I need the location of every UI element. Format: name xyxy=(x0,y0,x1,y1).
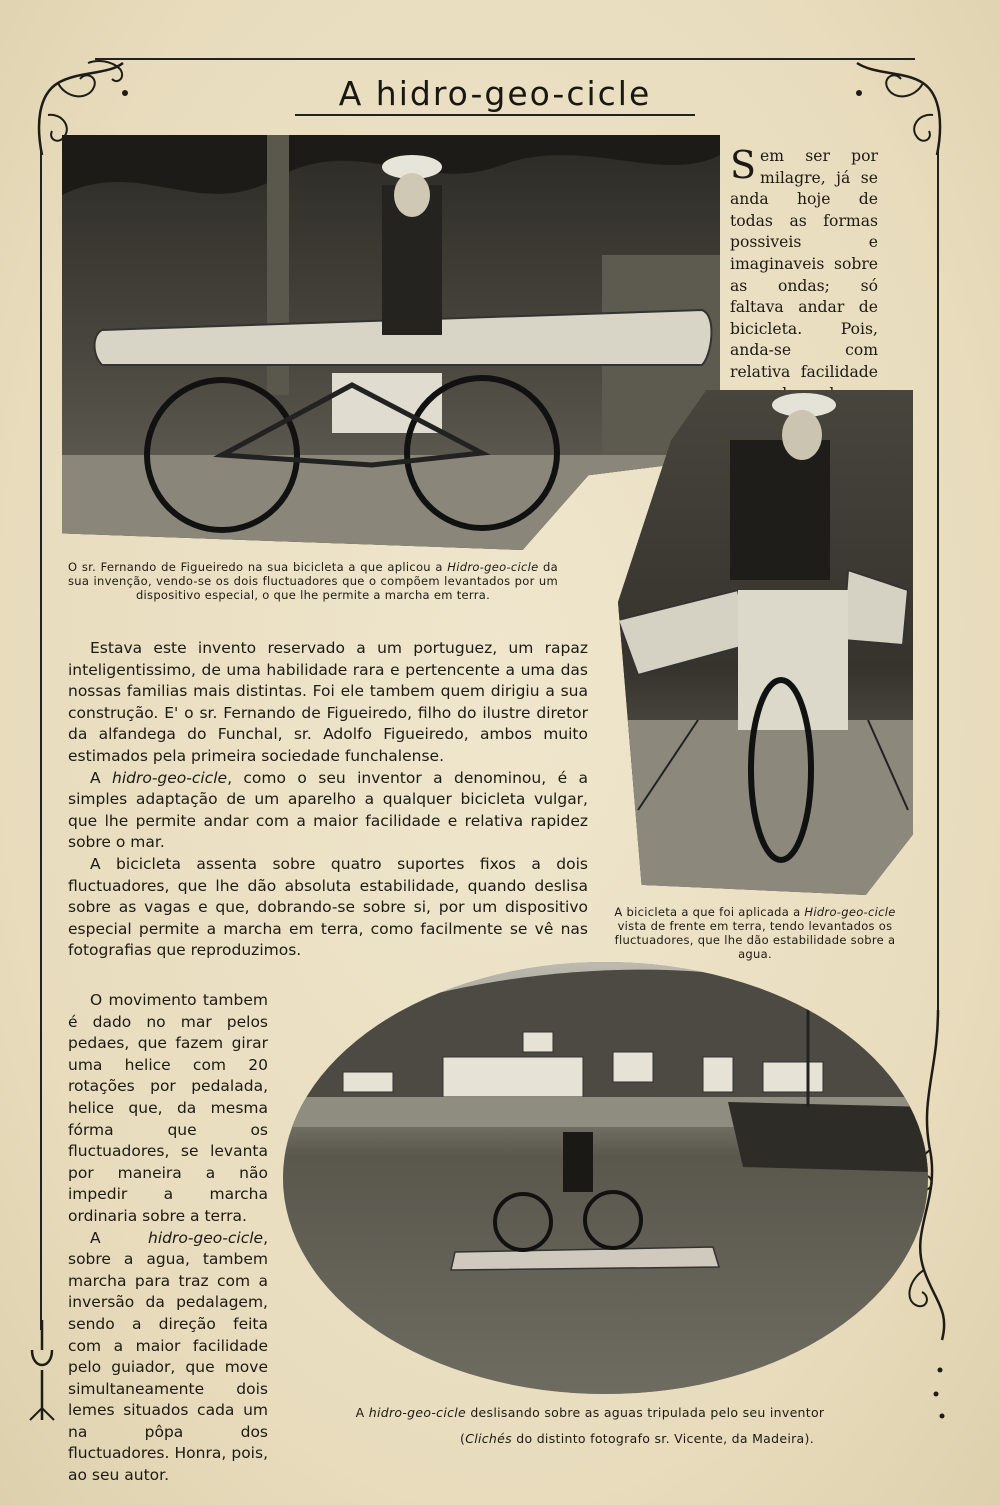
caption-photo-3: A hidro-geo-cicle deslisando sobre as aguas tripulada pelo seu inventor xyxy=(355,1405,825,1420)
right-border xyxy=(937,150,939,1020)
intro-paragraph: Sem ser por milagre, já se anda hoje de todas as formas possiveis e imaginaveis sobre as ondas; só faltava andar de bicicleta. Pois, anda-se com relativa facilidade xyxy=(730,143,878,381)
photo-bicycle-side-view xyxy=(62,135,720,550)
photo-credit: (Clichés do distinto fotografo sr. Vicente, da Madeira). xyxy=(460,1431,814,1446)
paragraph-5: A hidro-geo-cicle, sobre a agua, tambem marcha para traz com a inversão da pedalagem, sendo a direção feita com a maior facilidade pelo guiador, que move simultaneamente dois lemes situados cada um na pôpa dos fluctuadores. Honra, pois, ao seu autor. xyxy=(68,1228,268,1485)
article-title: A hidro-geo-cicle xyxy=(338,74,652,113)
left-border xyxy=(40,150,42,1330)
article-body-top xyxy=(68,638,588,962)
top-border xyxy=(95,58,915,60)
drop-cap: S xyxy=(730,143,757,187)
paragraph-1: Estava este invento reservado a um portuguez, um rapaz inteligentissimo, de uma habilidade rara e pertencente a uma das nossas familias mais distintas. Foi ele tambem quem dirigiu a sua construção. E' o sr. Fernando de Figueiredo, filho do ilustre diretor da alfandega do Funchal, sr. Adolfo Figueiredo, ambos muito estimados pela primeira sociedade funchalense. xyxy=(68,639,588,765)
photo-bicycle-on-water xyxy=(283,962,928,1394)
caption-photo-1: O sr. Fernando de Figueiredo na sua bicicleta a que aplicou a Hidro-geo-cicle da sua invenção, vendo-se os dois fluctuadores que o compõem levantados por um dispositivo especial, o que lhe permite a marcha em terra. xyxy=(68,560,558,602)
article-body-bottom xyxy=(68,990,268,1487)
paragraph-4: O movimento tambem é dado no mar pelos pedaes, que fazem girar uma helice com 20 rotações por pedalada, helice que, da mesma fórma que os fluctuadores, se levanta por maneira a não impedir a marcha ordinaria sobre a terra. xyxy=(68,991,268,1225)
title-underline xyxy=(295,114,695,116)
paragraph-3: A bicicleta assenta sobre quatro suportes fixos a dois fluctuadores, que lhe dão absoluta estabilidade, quando deslisa sobre as vagas e que, dobrando-se sobre si, por um dispositivo especial permite a marcha em terra, como facilmente se vê nas fotografias que reproduzimos. xyxy=(68,854,588,960)
paragraph-2: A hidro-geo-cicle, como o seu inventor a denominou, é a simples adaptação de um aparelho a qualquer bicicleta vulgar, que lhe permite andar com a maior facilidade e relativa rapidez sobre o mar. xyxy=(68,768,589,852)
bottom-left-ornament xyxy=(22,1320,62,1430)
caption-photo-2: A bicicleta a que foi aplicada a Hidro-geo-cicle vista de frente em terra, tendo levantados os fluctuadores, que lhe dão estabilidade sobre a agua. xyxy=(614,905,896,961)
